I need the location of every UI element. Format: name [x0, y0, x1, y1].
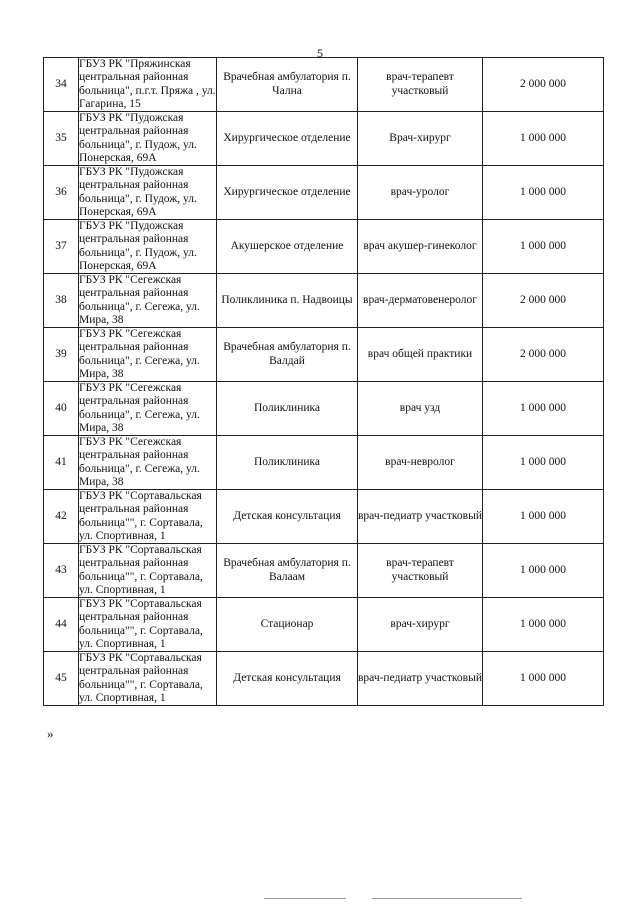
organization-cell: ГБУЗ РК "Сортавальская центральная районная больница"", г. Сортавала, ул. Спортивная, 1 [79, 598, 217, 652]
amount-cell: 1 000 000 [483, 436, 604, 490]
closing-quote-mark: » [47, 726, 54, 741]
row-number: 35 [44, 112, 79, 166]
subdivision-cell: Врачебная амбулатория п. Валдай [217, 328, 358, 382]
amount-cell: 1 000 000 [483, 652, 604, 706]
subdivision-cell: Стационар [217, 598, 358, 652]
table-row [44, 328, 604, 382]
row-number: 40 [44, 382, 79, 436]
subdivision-cell: Поликлиника [217, 436, 358, 490]
subdivision-cell: Детская консультация [217, 490, 358, 544]
position-cell: врач акушер-гинеколог [358, 220, 483, 274]
position-cell: врач-невролог [358, 436, 483, 490]
vacancy-table [43, 57, 604, 706]
subdivision-cell: Хирургическое отделение [217, 166, 358, 220]
subdivision-cell: Детская консультация [217, 652, 358, 706]
subdivision-cell: Акушерское отделение [217, 220, 358, 274]
position-cell: врач-терапевт участковый [358, 544, 483, 598]
row-number: 41 [44, 436, 79, 490]
organization-cell: ГБУЗ РК "Пудожская центральная районная больница", г. Пудож, ул. Понерская, 69А [79, 220, 217, 274]
amount-cell: 1 000 000 [483, 382, 604, 436]
position-cell: врач-терапевт участковый [358, 58, 483, 112]
row-number: 34 [44, 58, 79, 112]
amount-cell: 1 000 000 [483, 598, 604, 652]
organization-cell: ГБУЗ РК "Сортавальская центральная районная больница"", г. Сортавала, ул. Спортивная, 1 [79, 544, 217, 598]
amount-cell: 2 000 000 [483, 58, 604, 112]
subdivision-cell: Хирургическое отделение [217, 112, 358, 166]
table-row [44, 112, 604, 166]
row-number: 36 [44, 166, 79, 220]
table-row [44, 166, 604, 220]
amount-cell: 1 000 000 [483, 166, 604, 220]
table-row [44, 274, 604, 328]
organization-cell: ГБУЗ РК "Сегежская центральная районная больница", г. Сегежа, ул. Мира, 38 [79, 382, 217, 436]
table-row [44, 58, 604, 112]
amount-cell: 1 000 000 [483, 220, 604, 274]
table-row [44, 436, 604, 490]
organization-cell: ГБУЗ РК "Сегежская центральная районная больница", г. Сегежа, ул. Мира, 38 [79, 328, 217, 382]
row-number: 45 [44, 652, 79, 706]
row-number: 43 [44, 544, 79, 598]
row-number: 39 [44, 328, 79, 382]
position-cell: врач узд [358, 382, 483, 436]
amount-cell: 1 000 000 [483, 490, 604, 544]
position-cell: врач-педиатр участковый [358, 490, 483, 544]
table-row [44, 490, 604, 544]
subdivision-cell: Врачебная амбулатория п. Валаам [217, 544, 358, 598]
organization-cell: ГБУЗ РК "Пудожская центральная районная больница", г. Пудож, ул. Понерская, 69А [79, 112, 217, 166]
position-cell: врач-уролог [358, 166, 483, 220]
organization-cell: ГБУЗ РК "Пудожская центральная районная больница", г. Пудож, ул. Понерская, 69А [79, 166, 217, 220]
organization-cell: ГБУЗ РК "Пряжинская центральная районная больница", п.г.т. Пряжа , ул. Гагарина, 15 [79, 58, 216, 110]
amount-cell: 2 000 000 [483, 328, 604, 382]
organization-cell: ГБУЗ РК "Сортавальская центральная районная больница"", г. Сортавала, ул. Спортивная, 1 [79, 652, 217, 706]
table-row [44, 652, 604, 706]
organization-cell: ГБУЗ РК "Сегежская центральная районная больница", г. Сегежа, ул. Мира, 38 [79, 436, 217, 490]
position-cell: врач-педиатр участковый [358, 652, 483, 706]
table-row [44, 598, 604, 652]
organization-cell: ГБУЗ РК "Сортавальская центральная районная больница"", г. Сортавала, ул. Спортивная, 1 [79, 490, 217, 544]
table-row [44, 220, 604, 274]
position-cell: врач-хирург [358, 598, 483, 652]
footer-rule [264, 898, 346, 899]
amount-cell: 2 000 000 [483, 274, 604, 328]
amount-cell: 1 000 000 [483, 544, 604, 598]
table-row [44, 544, 604, 598]
position-cell: врач-дерматовенеролог [358, 274, 483, 328]
position-cell: Врач-хирург [358, 112, 483, 166]
page-number: 5 [317, 46, 323, 60]
table-row [44, 382, 604, 436]
row-number: 44 [44, 598, 79, 652]
footer-rule [372, 898, 522, 899]
row-number: 38 [44, 274, 79, 328]
subdivision-cell: Врачебная амбулатория п. Чална [217, 58, 358, 112]
position-cell: врач общей практики [358, 328, 483, 382]
row-number: 42 [44, 490, 79, 544]
row-number: 37 [44, 220, 79, 274]
subdivision-cell: Поликлиника [217, 382, 358, 436]
organization-cell: ГБУЗ РК "Сегежская центральная районная больница", г. Сегежа, ул. Мира, 38 [79, 274, 217, 328]
subdivision-cell: Поликлиника п. Надвоицы [217, 274, 358, 328]
amount-cell: 1 000 000 [483, 112, 604, 166]
